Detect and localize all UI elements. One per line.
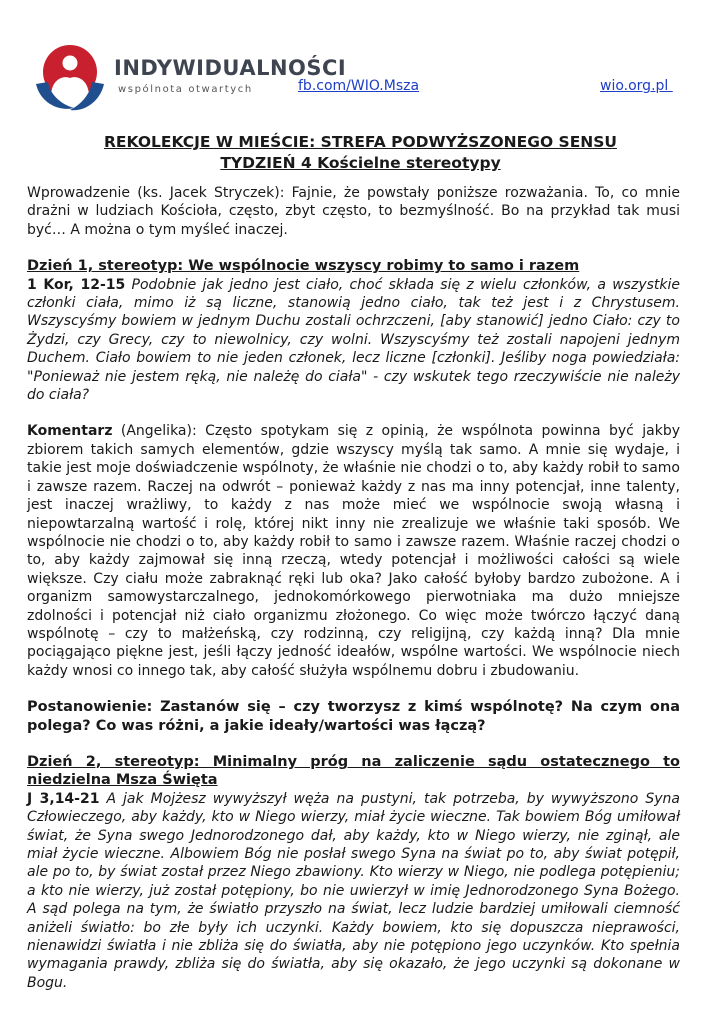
logo (30, 44, 347, 114)
website-link[interactable]: wio.org.pl (600, 78, 673, 94)
day1-comment-label: Komentarz (27, 423, 113, 440)
title-line-1: REKOLEKCJE W MIEŚCIE: STREFA PODWYŻSZONEGO SENSU (103, 133, 617, 151)
day1-comment-text: (Angelika): Często spotykam się z opinią, że wspólnota powinna być jakby zbiorem takich samych elementów, gdzie wszyscy myślą tak samo. A mnie się wydaje, i takie jest moje doświadczenie wspólnoty, że właśnie nie chodzi o to, aby każdy robił to samo i zawsze razem. Raczej na odwrót – ponieważ każdy z nas ma inny potencjał, inne talenty, jest inaczej wrażliwy, to każdy z nas może mieć we wspólnocie swoją własną i niepowtarzalną wartość i rolę, której nikt inny nie zrealizuje we właśnie taki sposób. We wspólnocie nie chodzi o to, aby każdy robił to samo i zawsze razem. Właśnie raczej chodzi o to, aby każdy zajmował się inną rzeczą, wtedy potencjał i możliwości całości są wiele większe. Czy ciału może zabraknąć ręki lub oka? Jako całość byłoby bardzo zubożone. A i organizm samowystarczalnego, jednokomórkowego pierwotniaka ma dużo mniejsze zdolności i potencjał niż ciało organizmu złożonego. Co więc może twórczo łączyć daną wspólnotę – czy to małżeńską, czy rodzinną, czy religijną, czy każdą inną? Dla mnie pociągająco piękne jest, jeśli łączy jedność ideałów, wspólne wartości. We wspólnocie niech każdy wnosi co innego tak, aby całość służyła wspólnemu dobru i zbudowaniu. (27, 423, 680, 679)
day2-scripture (27, 790, 680, 992)
facebook-link[interactable]: fb.com/WIO.Msza (298, 78, 420, 94)
day1-comment (27, 422, 680, 680)
day2-scripture-quote: A jak Mojżesz wywyższył węża na pustyni, tak potrzeba, by wywyższono Syna Człowieczego, aby każdy, kto w Niego wierzy, miał życie wieczne. Tak bowiem Bóg umiłował świat, że Syna swego Jednorodzonego dał, aby każdy, kto w Niego wierzy, nie zginął, ale miał życie wieczne. Albowiem Bóg nie posłał swego Syna na świat po to, aby świat potępił, ale po to, by świat został przez Niego zbawiony. Kto wierzy w Niego, nie podlega potępieniu; a kto nie wierzy, już został potępiony, bo nie uwierzył w imię Jednorodzonego Syna Bożego. A sąd polega na tym, że światło przyszło na świat, lecz ludzie bardziej umiłowali ciemność aniżeli światło: bo złe były ich uczynki. Każdy bowiem, kto się dopuszcza nieprawości, nienawidzi światła i nie zbliża się do światła, aby nie potępiono jego uczynków. Kto spełnia wymagania prawdy, zbliża się do światła, aby się okazało, że jego uczynki są dokonane w Bogu. (27, 790, 680, 991)
day1-resolution: Postanowienie: Zastanów się – czy tworzysz z kimś wspólnotę? Na czym ona polega? Co was różni, a jakie ideały/wartości was łączą? (27, 699, 680, 734)
day1-scripture (27, 276, 680, 405)
logo-mark-icon (30, 44, 112, 114)
day2-heading: Dzień 2, stereotyp: Minimalny próg na zaliczenie sądu ostatecznego to niedzielna Msza Święta (27, 753, 680, 789)
day2-scripture-ref: J 3,14-21 (27, 790, 100, 807)
document-body (27, 184, 680, 992)
day1-heading: Dzień 1, stereotyp: We wspólnocie wszyscy robimy to samo i razem (27, 258, 580, 275)
day1-scripture-quote: Podobnie jak jedno jest ciało, choć składa się z wielu członków, a wszystkie członki ciała, mimo iż są liczne, stanowią jedno ciało, tak też jest i z Chrystusem. Wszyscyśmy bowiem w jednym Duchu zostali ochrzczeni, [aby stanowić] jedno Ciało: czy to Żydzi, czy Grecy, czy to niewolnicy, czy wolni. Wszyscyśmy też zostali napojeni jednym Duchem. Ciało bowiem to nie jeden członek, lecz liczne [członki]. Jeśliby noga powiedziała: "Ponieważ nie jestem ręką, nie należę do ciała" - czy wskutek tego rzeczywiście nie należy do ciała? (27, 276, 680, 404)
intro-paragraph: Wprowadzenie (ks. Jacek Stryczek): Fajnie, że powstały poniższe rozważania. To, co mnie drażni w ludziach Kościoła, często, zbyt często, to bezmyślność. Bo na przykład tak musi być… A można o tym myśleć inaczej. (27, 185, 680, 238)
day1-scripture-ref: 1 Kor, 12-15 (27, 276, 126, 293)
title-line-2: TYDZIEŃ 4 Kościelne stereotypy (220, 154, 501, 172)
logo-title: INDYWIDUALNOŚCI (114, 56, 347, 80)
page-header (0, 0, 721, 120)
page-title (0, 132, 721, 174)
logo-subtitle: wspólnota otwartych (118, 84, 253, 95)
